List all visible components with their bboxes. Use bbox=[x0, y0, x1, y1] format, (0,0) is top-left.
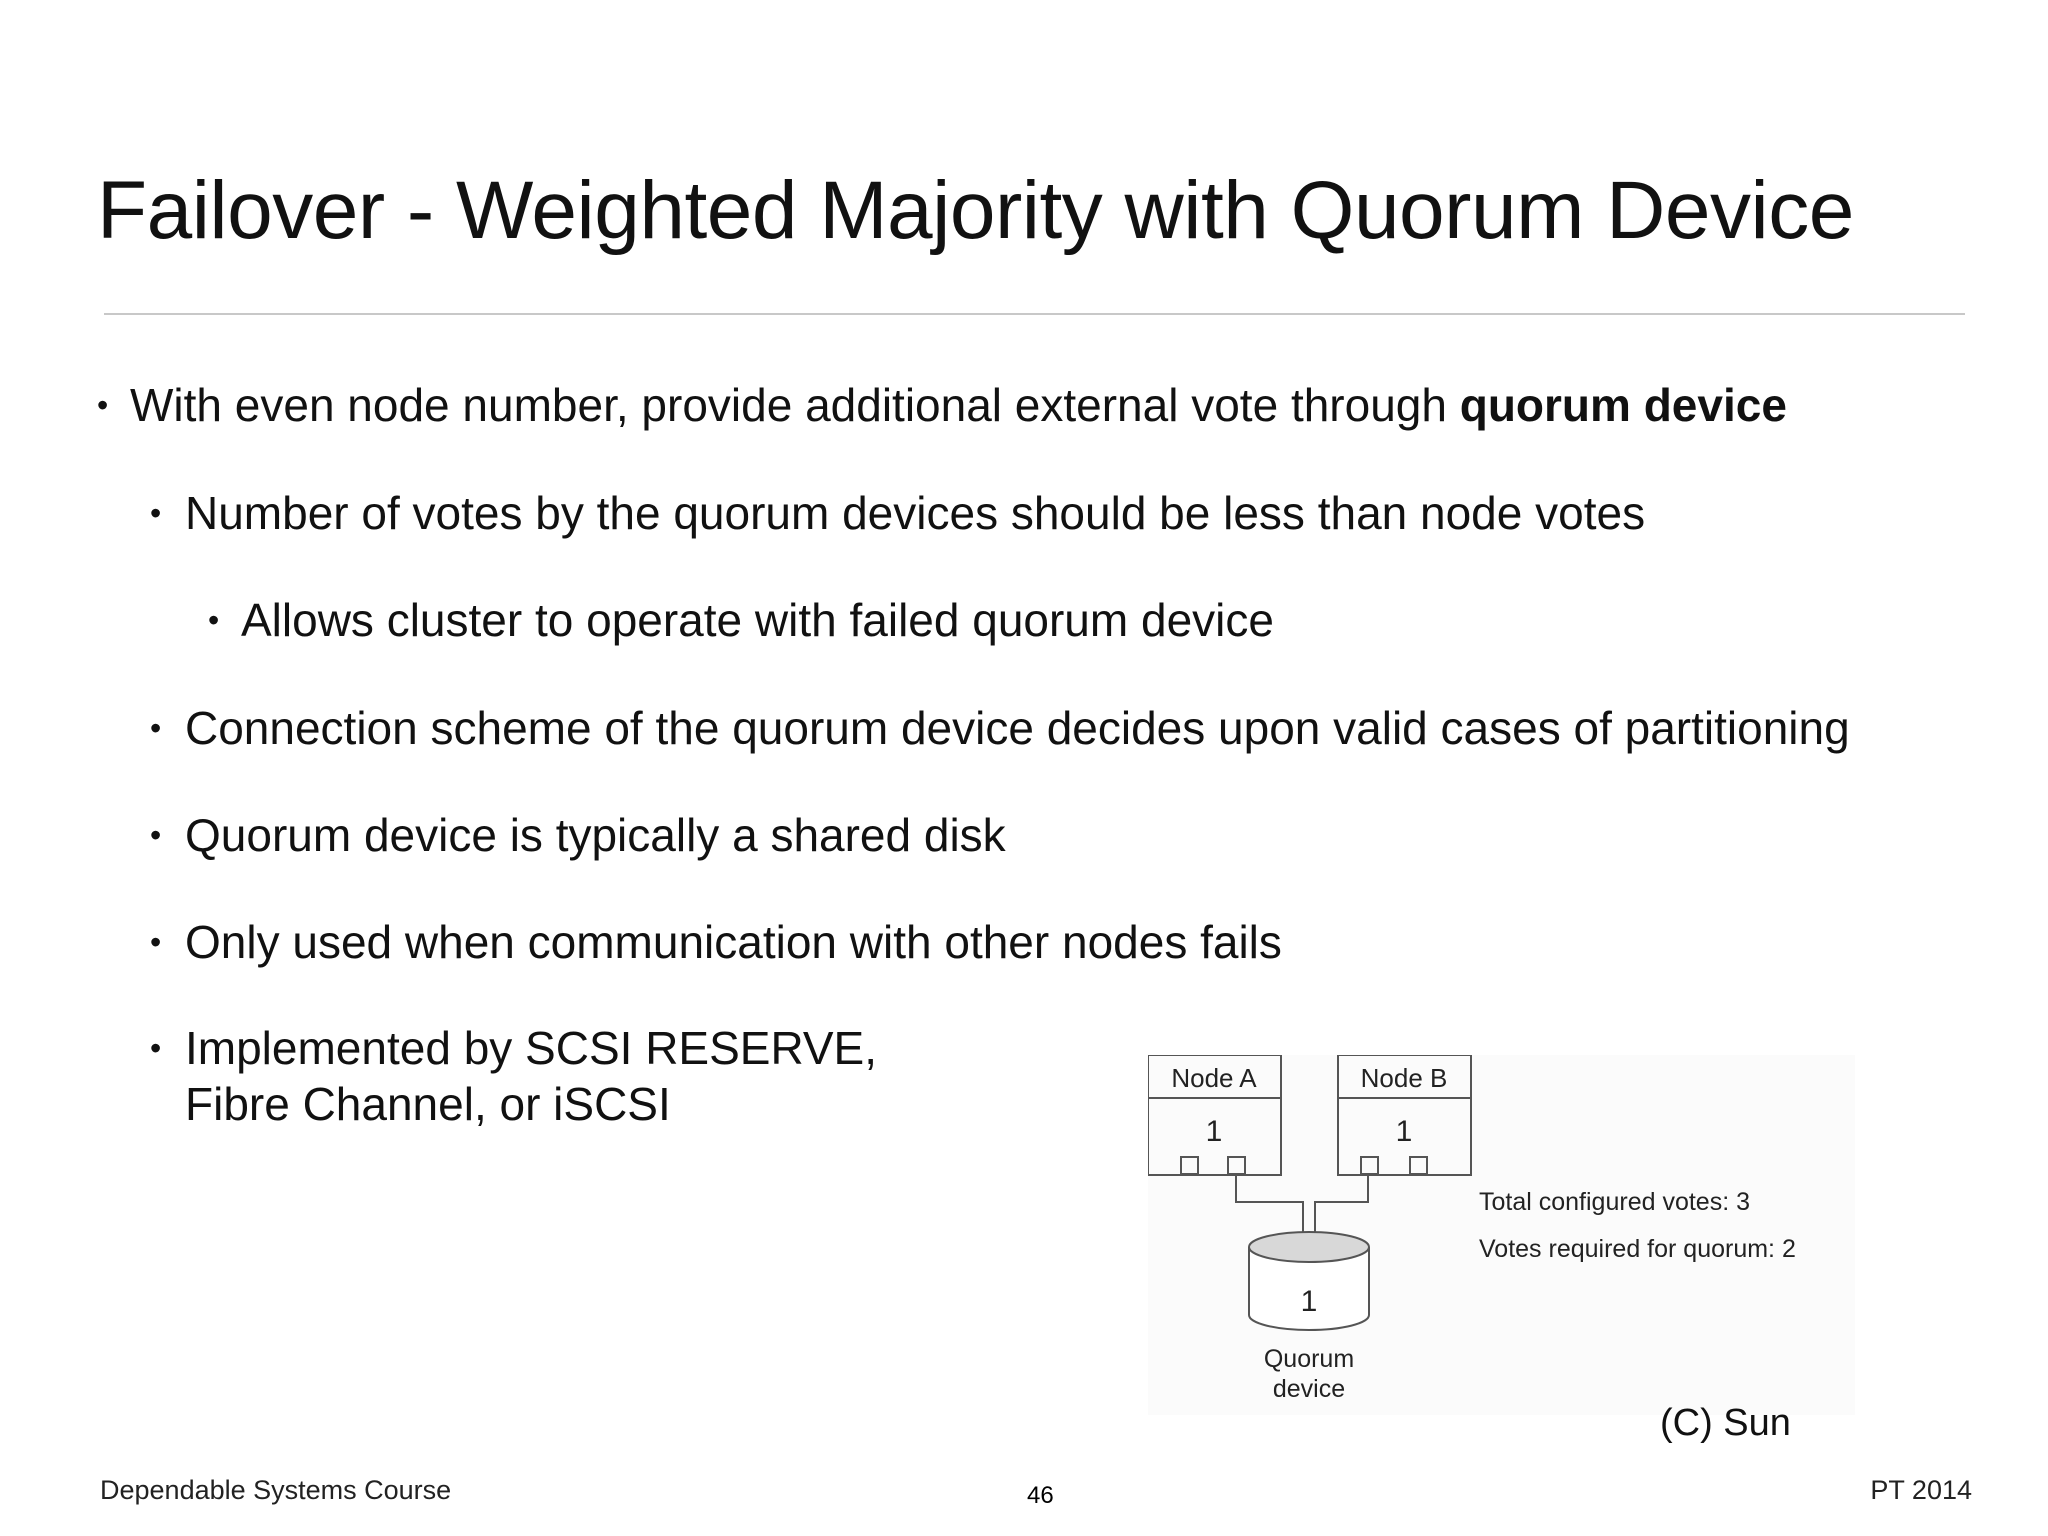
node-a-votes: 1 bbox=[1205, 1115, 1223, 1148]
bullet-bold-term: quorum device bbox=[1459, 379, 1787, 431]
total-votes-label: Total configured votes: 3 bbox=[1479, 1188, 1750, 1216]
bullet-item bbox=[150, 700, 1850, 756]
slide-title: Failover - Weighted Majority with Quorum Device bbox=[97, 165, 1854, 256]
quorum-diagram-svg bbox=[1148, 1055, 1855, 1415]
bullet-dot: • bbox=[150, 1030, 162, 1066]
required-votes-label: Votes required for quorum: 2 bbox=[1479, 1235, 1796, 1263]
footer-term: PT 2014 bbox=[1870, 1475, 1972, 1505]
bullet-item bbox=[150, 807, 1006, 863]
quorum-label-line2: device bbox=[1272, 1375, 1346, 1403]
bullet-text: With even node number, provide additional external vote through bbox=[130, 379, 1460, 431]
bullet-dot: • bbox=[208, 602, 220, 638]
bullet-dot: • bbox=[150, 924, 162, 960]
bullet-text-line1: Implemented by SCSI RESERVE, bbox=[185, 1022, 877, 1074]
bullet-dot: • bbox=[150, 710, 162, 746]
bullet-item bbox=[97, 377, 1787, 433]
node-a-label: Node A bbox=[1171, 1063, 1257, 1093]
node-b-connection bbox=[1315, 1174, 1368, 1238]
node-a-port-2 bbox=[1228, 1157, 1245, 1174]
bullet-text: Allows cluster to operate with failed quorum device bbox=[241, 594, 1274, 646]
page-number: 46 bbox=[1027, 1482, 1054, 1509]
node-a-connection bbox=[1236, 1174, 1303, 1238]
footer-course: Dependable Systems Course bbox=[100, 1475, 452, 1505]
quorum-label-line1: Quorum bbox=[1263, 1345, 1355, 1373]
quorum-diagram bbox=[1148, 1055, 1855, 1415]
bullet-text: Number of votes by the quorum devices should be less than node votes bbox=[185, 487, 1646, 539]
bullet-text: Only used when communication with other nodes fails bbox=[185, 916, 1282, 968]
quorum-votes: 1 bbox=[1300, 1285, 1318, 1318]
bullet-text: Quorum device is typically a shared disk bbox=[185, 809, 1006, 861]
node-b-label: Node B bbox=[1360, 1063, 1448, 1093]
node-b-port-1 bbox=[1361, 1157, 1378, 1174]
bullet-dot: • bbox=[150, 495, 162, 531]
node-b-votes: 1 bbox=[1395, 1115, 1413, 1148]
node-a-port-1 bbox=[1181, 1157, 1198, 1174]
bullet-item bbox=[208, 592, 1274, 648]
bullet-text: Connection scheme of the quorum device decides upon valid cases of partitioning bbox=[185, 702, 1850, 754]
disk-top bbox=[1249, 1232, 1369, 1262]
bullet-item bbox=[150, 1020, 877, 1132]
bullet-text-line2: Fibre Channel, or iSCSI bbox=[185, 1078, 671, 1130]
title-divider bbox=[104, 313, 1965, 315]
bullet-dot: • bbox=[97, 387, 109, 423]
bullet-item bbox=[150, 914, 1282, 970]
image-credit: (C) Sun bbox=[1660, 1402, 1791, 1444]
bullet-item bbox=[150, 485, 1646, 541]
node-b-port-2 bbox=[1410, 1157, 1427, 1174]
bullet-dot: • bbox=[150, 817, 162, 853]
